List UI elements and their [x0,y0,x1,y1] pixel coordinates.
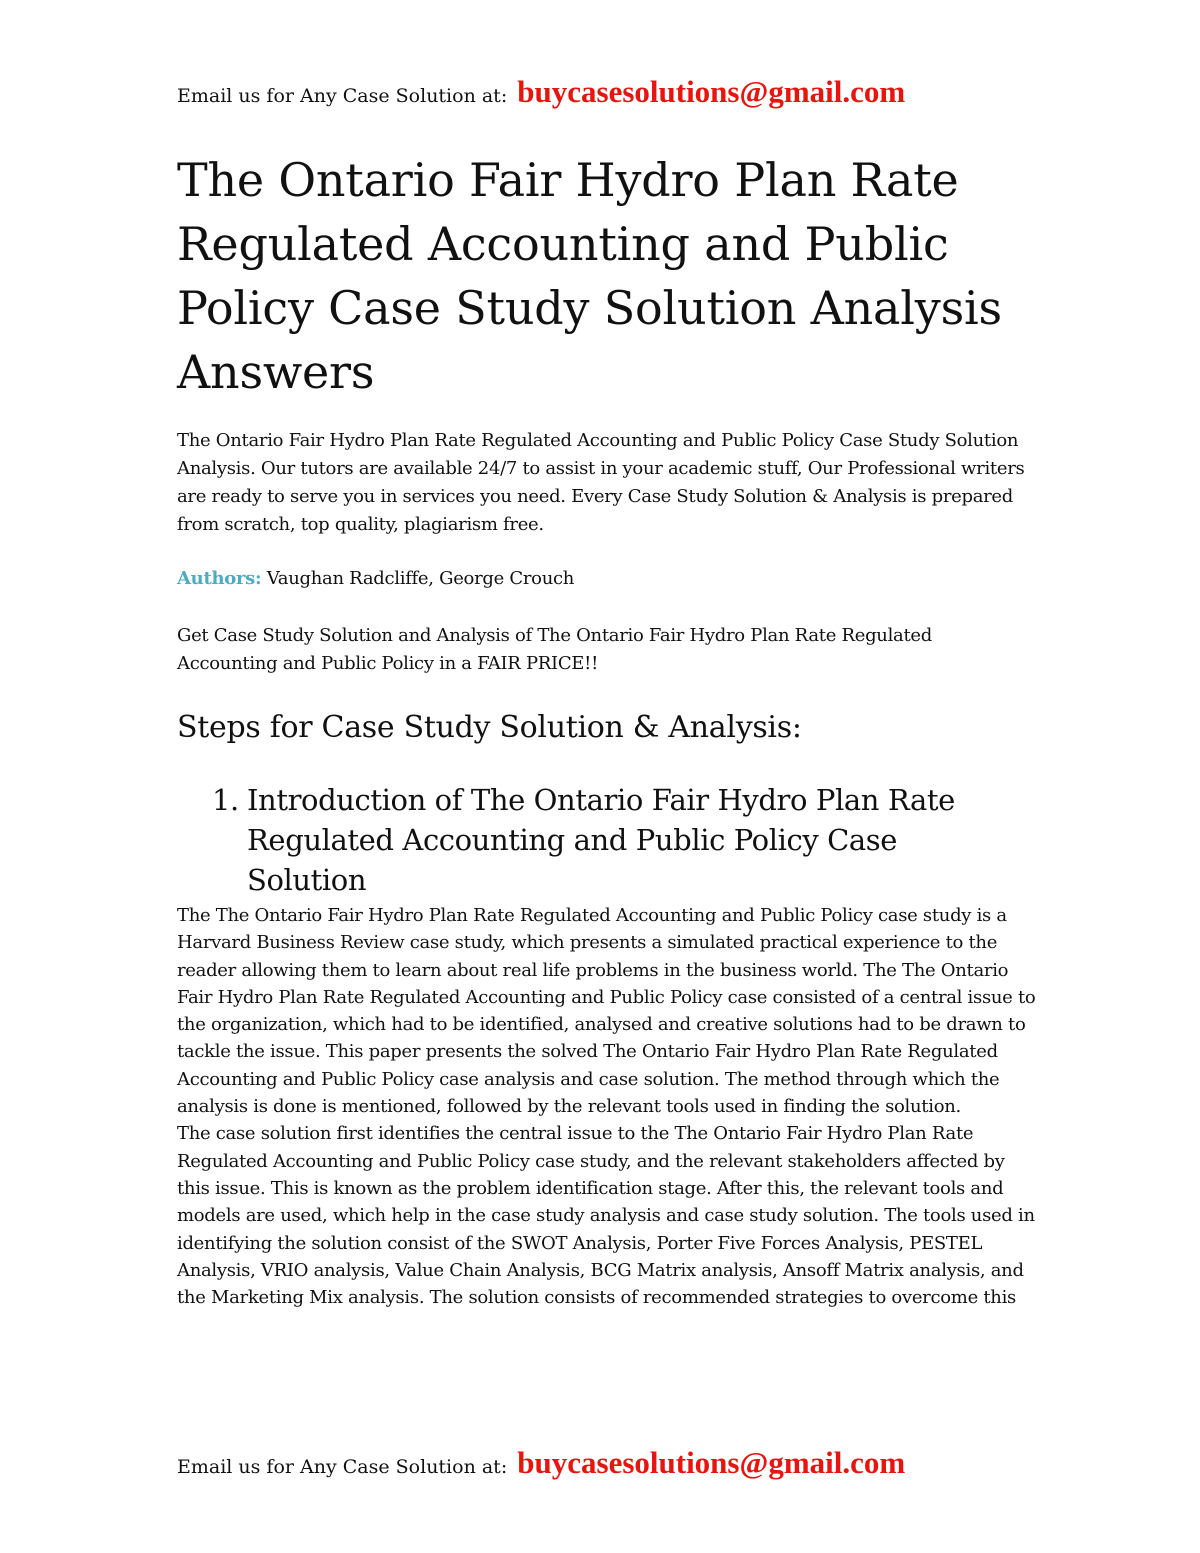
footer-email-prefix: Email us for Any Case Solution at: [177,1456,508,1478]
step-1-heading [212,780,1012,900]
authors-names: Vaughan Radcliffe, George Crouch [266,568,575,589]
get-case-paragraph: Get Case Study Solution and Analysis of The Ontario Fair Hydro Plan Rate Regulated Accounting and Public Policy in a FAIR PRICE!! [177,625,932,674]
header-email-prefix: Email us for Any Case Solution at: [177,85,508,107]
body-paragraph-1: The The Ontario Fair Hydro Plan Rate Regulated Accounting and Public Policy case study is a Harvard Business Review case study, which presents a simulated practical experience to the reader allowing them to learn about real life problems in the business world. The The Ontario Fair Hydro Plan Rate Regulated Accounting and Public Policy case consisted of a central issue to the organization, which had to be identified, analysed and creative solutions had to be drawn to tackle the issue. This paper presents the solved The Ontario Fair Hydro Plan Rate Regulated Accounting and Public Policy case analysis and case solution. The method through which the analysis is done is mentioned, followed by the relevant tools used in finding the solution. [177,905,1036,1118]
step-1-number: 1. [212,783,239,817]
footer-email-address[interactable]: buycasesolutions@gmail.com [517,1445,906,1480]
footer-email-line [177,1445,906,1481]
step-1-title: Introduction of The Ontario Fair Hydro Plan Rate Regulated Accounting and Public Policy Case Solution [247,783,955,897]
intro-paragraph: The Ontario Fair Hydro Plan Rate Regulated Accounting and Public Policy Case Study Solution Analysis. Our tutors are available 24/7 to assist in your academic stuff, Our Professional writers are ready to serve you in services you need. Every Case Study Solution & Analysis is prepared from scratch, top quality, plagiarism free. [177,430,1025,535]
body-paragraph-2: The case solution first identifies the central issue to the The Ontario Fair Hydro Plan Rate Regulated Accounting and Public Policy case study, and the relevant stakeholders affected by this issue. This is known as the problem identification stage. After this, the relevant tools and models are used, which help in the case study analysis and case study solution. The tools used in identifying the solution consist of the SWOT Analysis, Porter Five Forces Analysis, PESTEL Analysis, VRIO analysis, Value Chain Analysis, BCG Matrix analysis, Ansoff Matrix analysis, and the Marketing Mix analysis. The solution consists of recommended strategies to overcome this [177,1123,1035,1309]
step-1-body [177,902,1037,1311]
authors-label: Authors: [177,568,262,589]
header-email-address[interactable]: buycasesolutions@gmail.com [517,74,906,109]
steps-heading: Steps for Case Study Solution & Analysis: [177,710,802,745]
authors-line [177,565,574,593]
header-email-line [177,74,906,110]
page-title: The Ontario Fair Hydro Plan Rate Regulated Accounting and Public Policy Case Study Solution Analysis Answers [177,153,1002,399]
